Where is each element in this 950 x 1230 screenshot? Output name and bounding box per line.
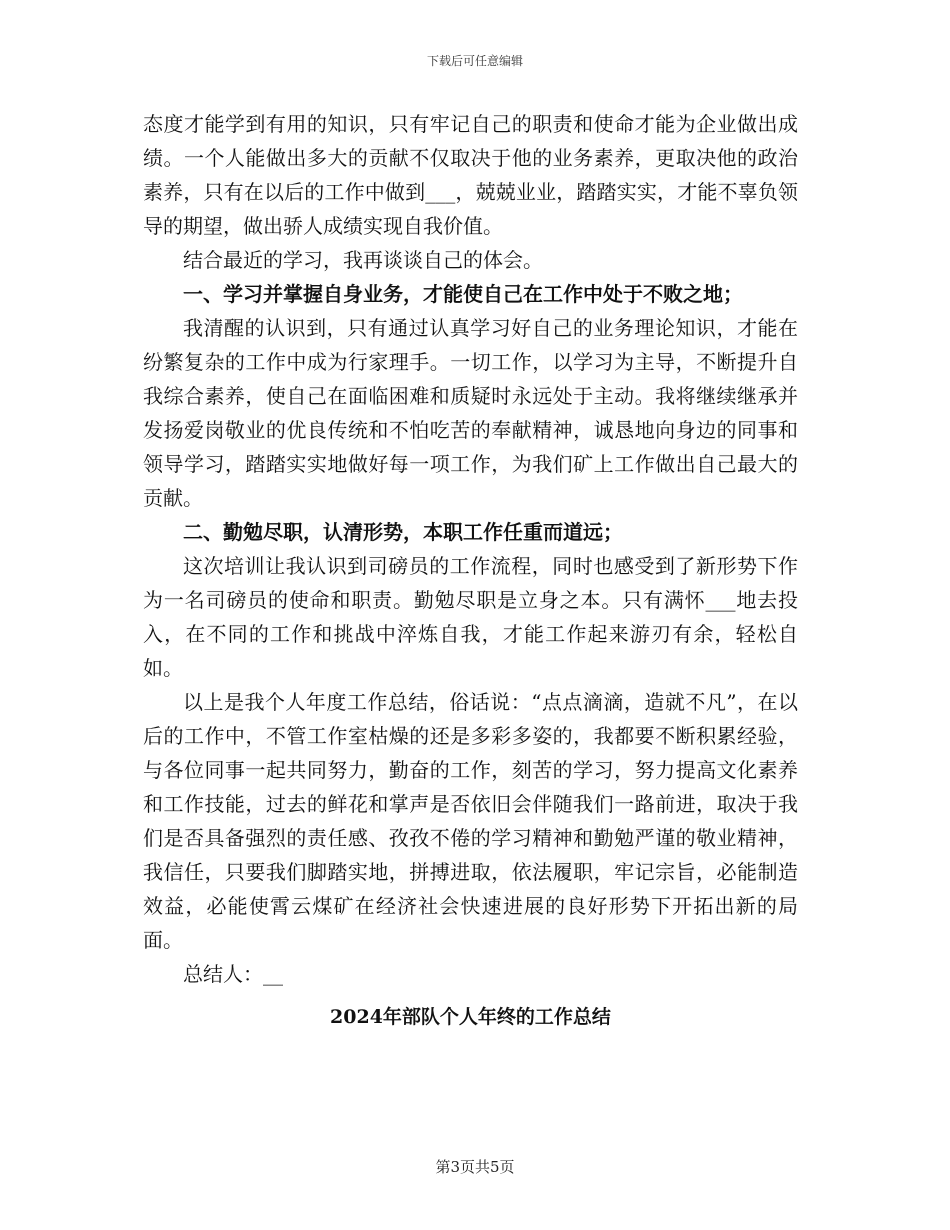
paragraph-intro: 结合最近的学习，我再谈谈自己的体会。 xyxy=(183,248,543,272)
paragraph-continuation: 态度才能学到有用的知识，只有牢记自己的职责和使命才能为企业做出成绩。一个人能做出多大的贡献不仅取决于他的业务素养，更取决他的政治素养，只有在以后的工作中做到___，兢兢业业，踏踏实实，才能不辜负领导的期望，做出骄人成绩实现自我价值。 xyxy=(143,112,798,238)
section-heading-1: 一、学习并掌握自身业务，才能使自己在工作中处于不败之地； xyxy=(183,282,743,306)
section-heading-2: 二、勤勉尽职，认清形势，本职工作任重而道远； xyxy=(183,520,623,544)
page-header-note: 下载后可任意编辑 xyxy=(426,54,523,68)
paragraph-conclusion: 以上是我个人年度工作总结，俗话说：“点点滴滴，造就不凡”，在以后的工作中，不管工作室枯燥的还是多彩多姿的，我都要不断积累经验，与各位同事一起共同努力，勤奋的工作，刻苦的学习，努力提高文化素养和工作技能，过去的鲜花和掌声是否依旧会伴随我们一路前进，取决于我们是否具备强烈的责任感、孜孜不倦的学习精神和勤勉严谨的敬业精神，我信任，只要我们脚踏实地，拼搏进取，依法履职，牢记宗旨，必能制造效益，必能使霄云煤矿在经济社会快速进展的良好形势下开拓出新的局面。 xyxy=(143,690,798,952)
next-document-title: 2024年部队个人年终的工作总结 xyxy=(330,1006,611,1028)
paragraph-section-1: 我清醒的认识到，只有通过认真学习好自己的业务理论知识，才能在纷繁复杂的工作中成为行家理手。一切工作，以学习为主导，不断提升自我综合素养，使自己在面临困难和质疑时永远处于主动。我将继续继承并发扬爱岗敬业的优良传统和不怕吃苦的奉献精神，诚恳地向身边的同事和领导学习，踏踏实实地做好每一项工作，为我们矿上工作做出自己最大的贡献。 xyxy=(143,316,798,510)
paragraph-section-2: 这次培训让我认识到司磅员的工作流程，同时也感受到了新形势下作为一名司磅员的使命和职责。勤勉尽职是立身之本。只有满怀___地去投入，在不同的工作和挑战中淬炼自我，才能工作起来游刃有余，轻松自如。 xyxy=(143,554,798,680)
page-footer-number: 第3页共5页 xyxy=(435,1158,515,1176)
document-body xyxy=(143,107,798,1034)
signature-line: 总结人：__ xyxy=(183,962,283,986)
